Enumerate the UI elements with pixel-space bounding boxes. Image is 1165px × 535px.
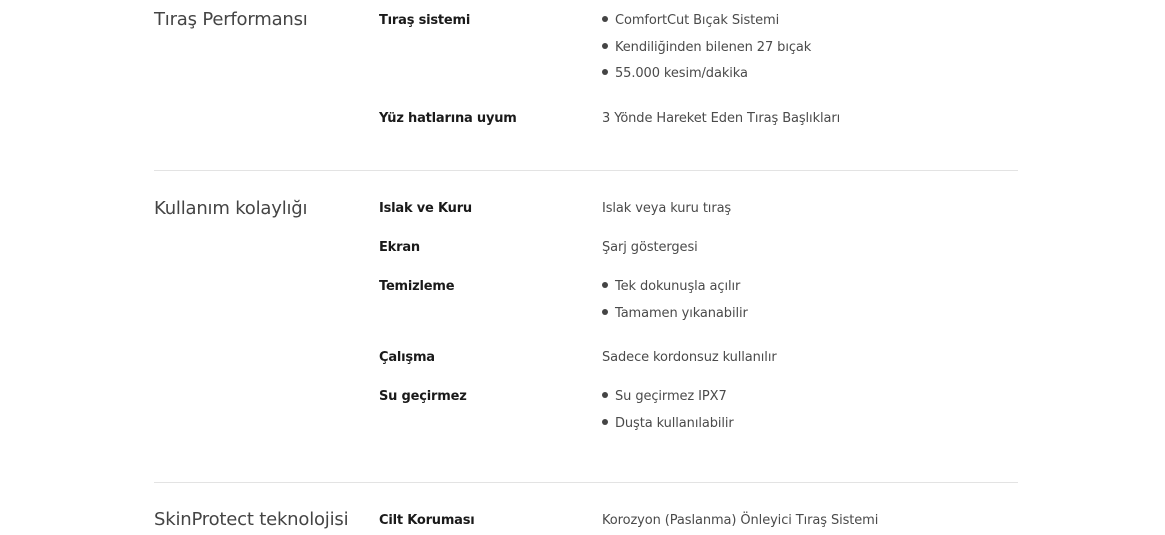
bullet-text: ComfortCut Bıçak Sistemi xyxy=(615,13,780,28)
bullet-text: 55.000 kesim/dakika xyxy=(615,66,748,81)
list-item xyxy=(602,66,811,93)
bullet-icon xyxy=(602,282,608,288)
bullet-icon xyxy=(602,392,608,398)
spec-value: Islak veya kuru tıraş xyxy=(602,201,732,216)
spec-value: 3 Yönde Hareket Eden Tıraş Başlıkları xyxy=(602,111,841,126)
spec-label: Cilt Koruması xyxy=(379,513,475,528)
spec-value: Korozyon (Paslanma) Önleyici Tıraş Sistemi xyxy=(602,513,879,528)
list-item xyxy=(602,416,734,443)
section-title: Tıraş Performansı xyxy=(154,9,308,30)
spec-label: Islak ve Kuru xyxy=(379,201,472,216)
bullet-icon xyxy=(602,419,608,425)
bullet-icon xyxy=(602,69,608,75)
list-item xyxy=(602,279,748,306)
spec-bullet-list xyxy=(602,389,734,442)
spec-label: Çalışma xyxy=(379,350,435,365)
bullet-text: Tek dokunuşla açılır xyxy=(615,279,741,294)
bullet-text: Su geçirmez IPX7 xyxy=(615,389,727,404)
bullet-icon xyxy=(602,43,608,49)
spec-label: Ekran xyxy=(379,240,420,255)
list-item xyxy=(602,389,734,416)
spec-label: Tıraş sistemi xyxy=(379,13,471,28)
list-item xyxy=(602,40,811,67)
bullet-icon xyxy=(602,16,608,22)
bullet-text: Tamamen yıkanabilir xyxy=(615,305,748,321)
spec-value: Sadece kordonsuz kullanılır xyxy=(602,350,777,365)
list-item xyxy=(602,13,811,40)
bullet-text: Kendiliğinden bilenen 27 bıçak xyxy=(615,39,812,55)
spec-label: Su geçirmez xyxy=(379,389,467,404)
spec-label: Yüz hatlarına uyum xyxy=(379,111,517,126)
bullet-text: Duşta kullanılabilir xyxy=(615,415,734,431)
section-title: Kullanım kolaylığı xyxy=(154,198,308,219)
spec-bullet-list xyxy=(602,13,811,93)
spec-value: Şarj göstergesi xyxy=(602,240,698,255)
section-title: SkinProtect teknolojisi xyxy=(154,509,349,530)
spec-bullet-list xyxy=(602,279,748,332)
section-divider xyxy=(154,482,1018,483)
bullet-icon xyxy=(602,309,608,315)
list-item xyxy=(602,306,748,333)
spec-label: Temizleme xyxy=(379,279,455,294)
section-divider xyxy=(154,170,1018,171)
